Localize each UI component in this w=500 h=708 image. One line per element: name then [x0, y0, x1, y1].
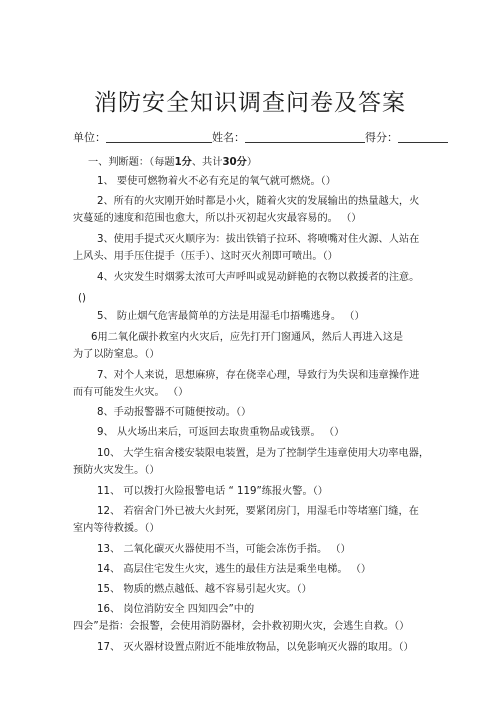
question-line: 17、 灭火器材设置点附近不能堆放物品，以免影响灭火器的取用。（）: [97, 642, 414, 653]
section-suffix: ）: [246, 157, 257, 168]
section-heading: [88, 156, 257, 169]
question-line: 2、所有的火灾刚开始时都是小火，随着火灾的发展输出的热量越大，火: [97, 196, 420, 207]
question-line: 11、 可以拨打火险报警电话 “ 119”练报火警。（）: [97, 486, 328, 497]
question-line: 9、 从火场出来后，可返回去取贵重物品或钱票。 （）: [97, 427, 345, 438]
question-line: 4、火灾发生时烟雾太浓可大声呼叫或晃动鲜艳的衣物以救援者的注意。: [97, 272, 420, 283]
unit-blank: [106, 131, 212, 143]
unit-label: 单位：: [73, 131, 106, 144]
score-blank: [398, 131, 448, 143]
page-title: 消防安全知识调查问卷及答案: [94, 90, 406, 116]
info-line: [73, 131, 448, 144]
question-line: 13、 二氧化碳灭火器使用不当，可能会冻伤手指。 （）: [97, 544, 351, 555]
question-line: 灾蔓延的速度和范围也愈大，所以扑灭初起火灾最容易的。 （）: [73, 213, 362, 224]
question-line: 预防火灾发生。（）: [73, 465, 160, 476]
question-line: 3、使用手提式灭火顺序为：拔出铁销子拉环、将喷嘴对住火源、人站在: [97, 234, 420, 245]
question-line: 10、 大学生宿舍楼安装限电装置，是为了控制学生违章使用大功率电器，: [97, 448, 430, 459]
question-line: 14、 高层住宅发生火灾，逃生的最佳方法是乘坐电梯。 （）: [97, 564, 372, 575]
name-blank: [245, 131, 365, 143]
section-prefix: 一、判断题：（每题: [88, 157, 175, 168]
section-score: 1分: [174, 157, 192, 168]
question-line: 15、 物质的燃点越低、越不容易引起火灾。（）: [97, 584, 312, 595]
question-line: 7、对个人来说，思想麻痹，存在侥幸心理，导致行为失误和违章操作进: [97, 370, 420, 381]
question-line: 1、 要使可燃物着火不必有充足的氧气就可燃烧。（）: [97, 176, 336, 187]
question-line: 室内等待救援。（）: [73, 523, 160, 534]
question-line: 上风头、用手压住提手（压手）、这时灭火剂即可喷出。（）: [73, 251, 338, 262]
question-line: 为了以防窒息。（）: [73, 349, 160, 360]
question-line: 8、手动报警器不可随便按动。（）: [97, 407, 252, 418]
question-line: 16、 岗位消防安全 四知四会”中的: [97, 604, 255, 615]
section-total: 30分: [222, 157, 247, 168]
question-line: 6用二氧化碳扑救室内火灾后，应先打开门窗通风，然后人再进入这是: [91, 332, 404, 343]
section-middle: 、共计: [191, 157, 223, 168]
question-line: 5、 防止烟气危害最简单的方法是用湿毛巾捂嘴逃身。 （）: [97, 311, 365, 322]
question-line: 四会”是指：会报警，会使用消防器材，会扑救初期火灾，会逃生自救。（）: [73, 621, 410, 632]
question-line: (): [78, 293, 86, 304]
name-label: 姓名：: [212, 131, 245, 144]
question-line: 而有可能发生火灾。 （）: [73, 387, 189, 398]
question-line: 12、 若宿舍门外已被大火封死，要紧闭房门，用湿毛巾等堵塞门缝，在: [97, 506, 419, 517]
score-label: 得分：: [365, 131, 398, 144]
